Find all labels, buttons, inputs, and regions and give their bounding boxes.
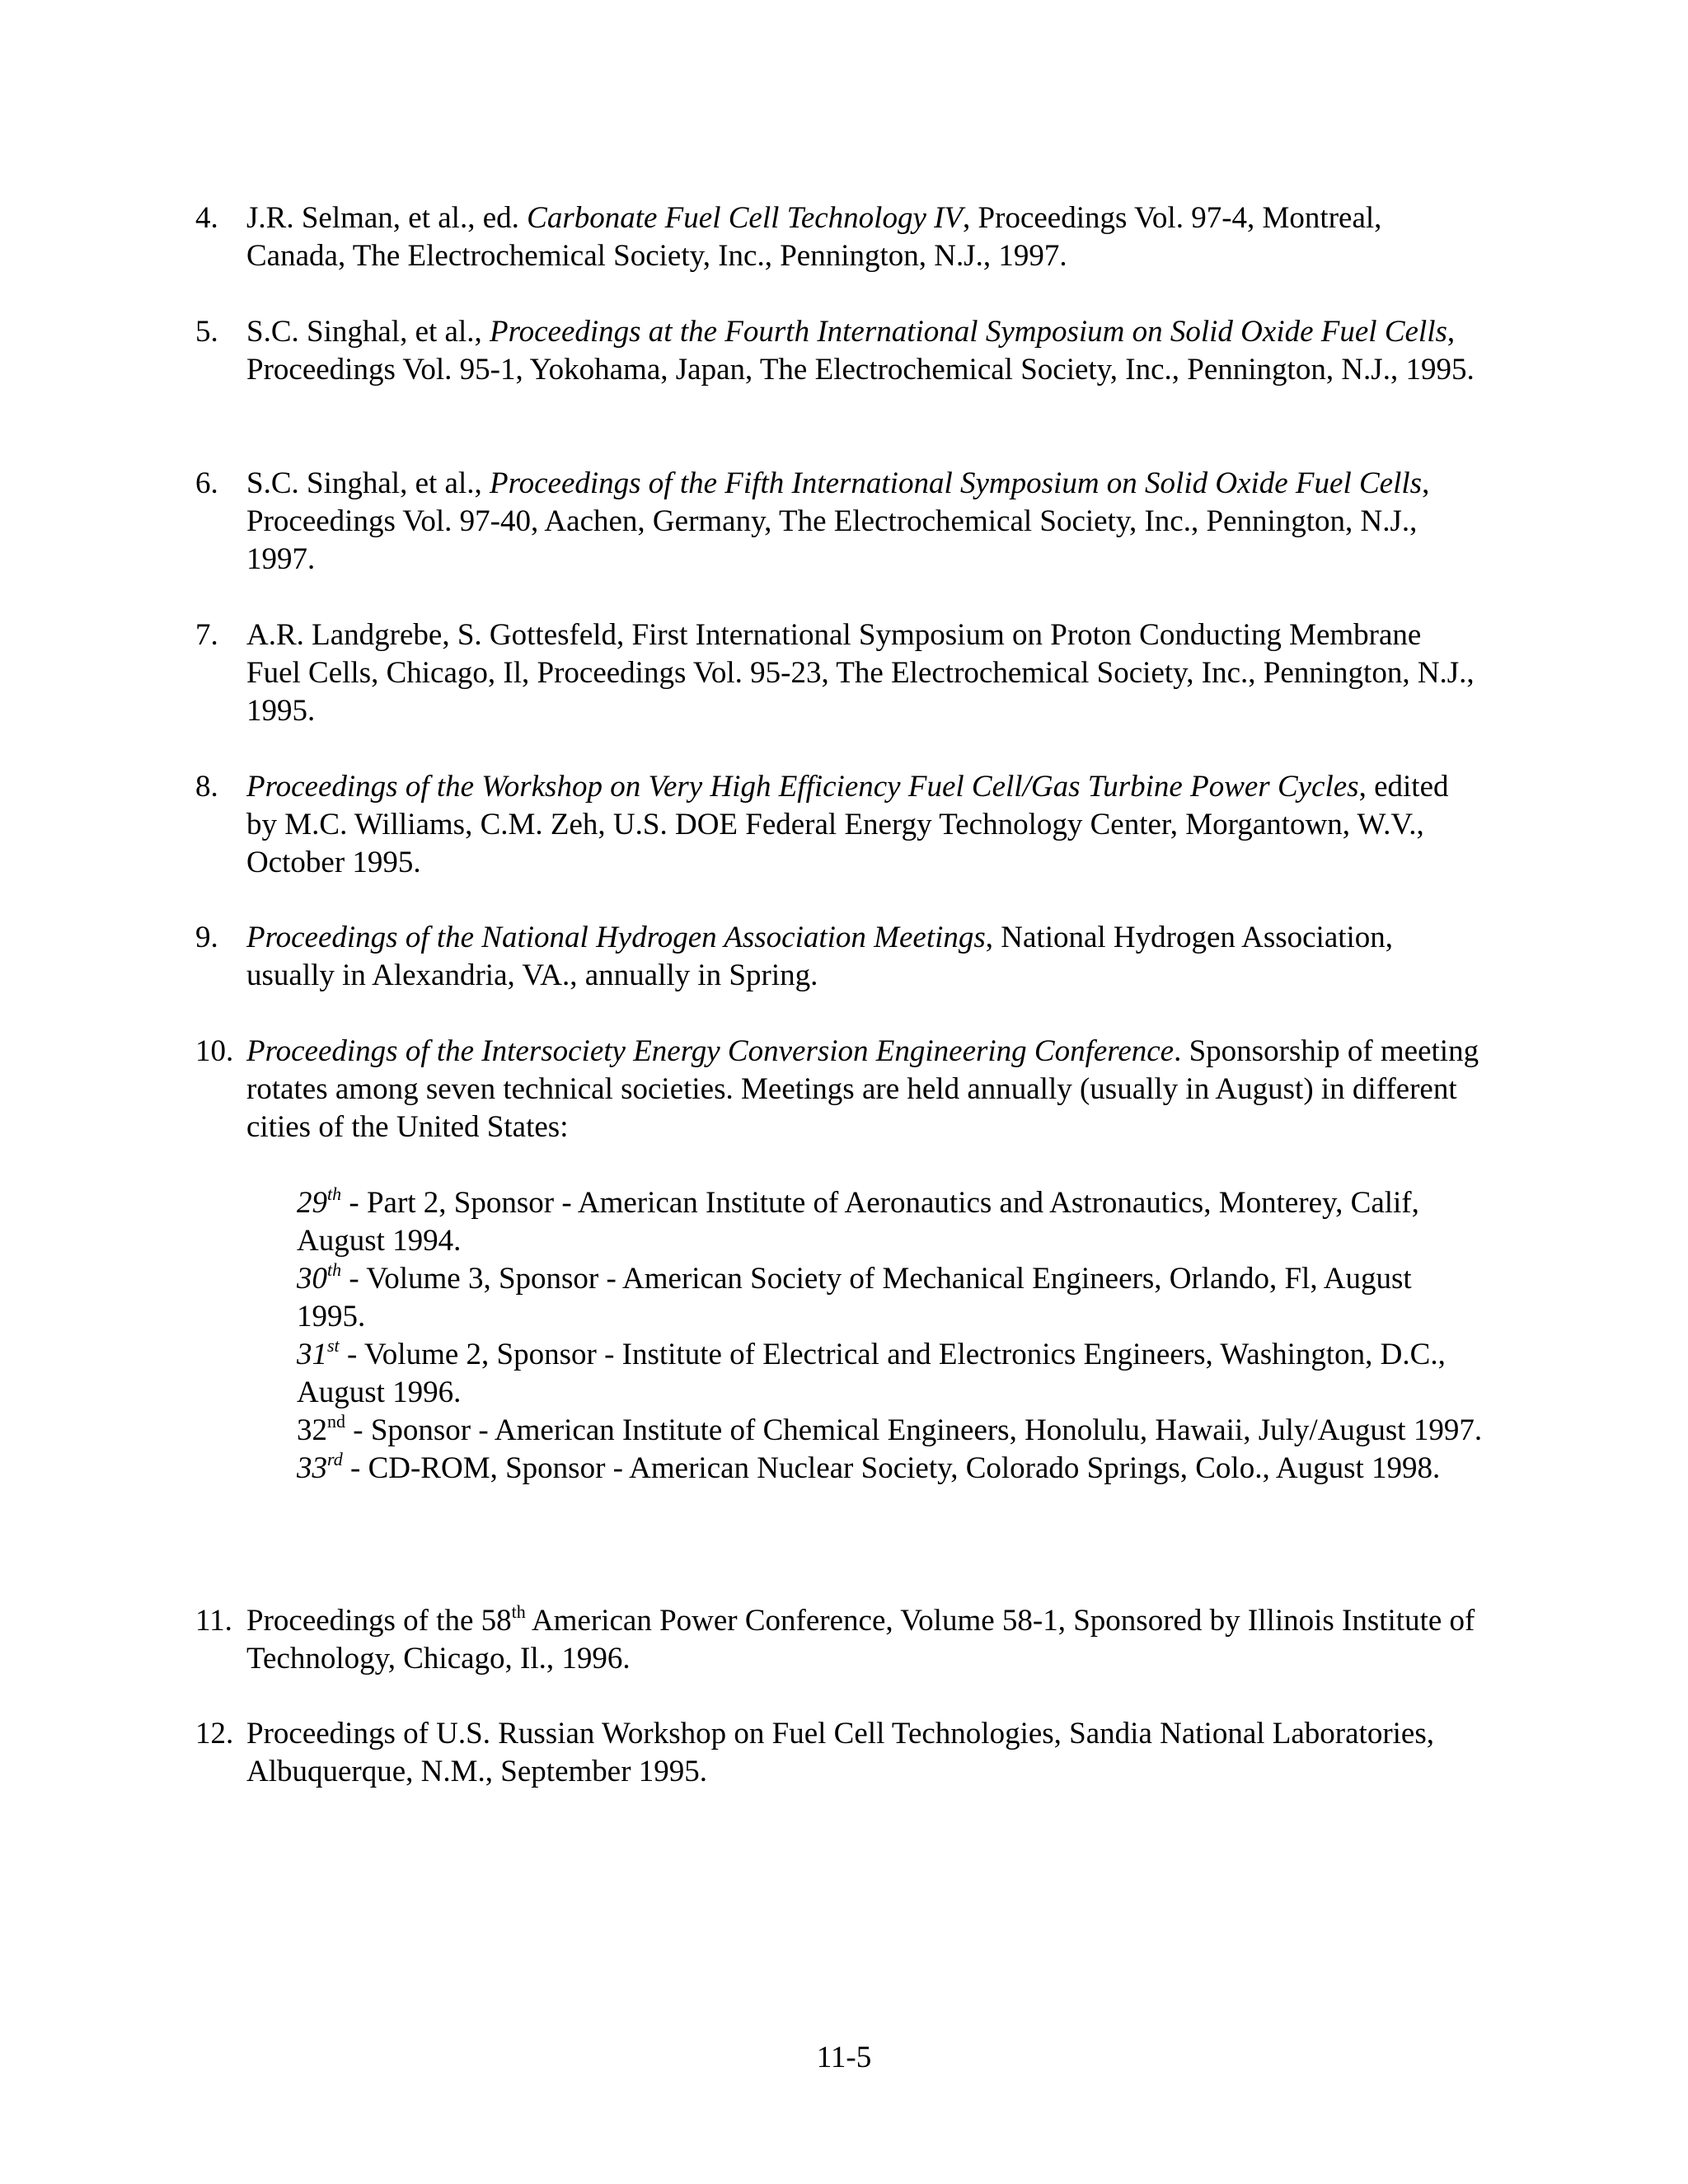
reference-text-run: , Proceedings Vol. 97-40, Aachen, Germany, The Electrochemical Society, Inc., Pennington, N.J., 1997. [246,466,1430,576]
reference-text-run: , edited by M.C. Williams, C.M. Zeh, U.S. DOE Federal Energy Technology Center, Morgantown, W.V., October 1995. [246,770,1449,879]
reference-text [246,768,1481,882]
reference-item [195,199,1481,275]
reference-item [195,616,1481,730]
reference-text [246,919,1481,995]
reference-title: Carbonate Fuel Cell Technology IV [527,201,964,235]
reference-item [195,313,1481,389]
reference-item [195,1033,1481,1146]
reference-title: Proceedings of the Workshop on Very High Efficiency Fuel Cell/Gas Turbine Power Cycles [246,770,1359,804]
reference-text [246,465,1481,579]
reference-title: Proceedings of the National Hydrogen Association Meetings [246,921,986,954]
reference-number: 5. [195,315,218,349]
meeting-ordinal [297,1183,342,1220]
reference-text-run: Proceedings of U.S. Russian Workshop on Fuel Cell Technologies, Sandia National Laboratories, Albuquerque, N.M., September 1995. [246,1717,1434,1788]
reference-item [195,465,1481,579]
reference-text [246,199,1481,275]
meeting-ordinal [297,1410,345,1447]
ordinal-suffix: nd [327,1410,345,1432]
reference-text-run: Proceedings of the 58 [246,1604,512,1638]
iecec-meeting-entry [297,1336,1484,1412]
meeting-ordinal [297,1334,340,1371]
reference-number: 4. [195,201,218,235]
reference-text-run: A.R. Landgrebe, S. Gottesfeld, First International Symposium on Proton Conducting Membrane Fuel Cells, Chicago, Il, Proceedings Vol. 95-23, The Electrochemical Society, Inc., Pennington, N.J., 1995. [246,618,1475,728]
meeting-number: 32 [297,1413,327,1447]
reference-number: 6. [195,466,218,500]
reference-text-run: , National Hydrogen Association, usually in Alexandria, VA., annually in Spring. [246,921,1394,992]
ordinal-suffix: th [327,1258,342,1280]
reference-number: 7. [195,618,218,652]
meeting-number: 29 [297,1186,327,1220]
page-number: 11-5 [816,2041,872,2074]
reference-text-run: S.C. Singhal, et al., [246,315,490,349]
reference-title: Proceedings of the Fifth International Symposium on Solid Oxide Fuel Cells [489,466,1423,500]
reference-number: 8. [195,770,218,804]
reference-number: 10. [195,1034,234,1068]
reference-text-run: , Proceedings Vol. 95-1, Yokohama, Japan, The Electrochemical Society, Inc., Pennington, N.J., 1995. [246,315,1475,387]
reference-number: 12. [195,1717,234,1750]
ordinal-suffix: rd [327,1448,343,1469]
meeting-number: 33 [297,1451,327,1485]
reference-number: 11. [195,1604,232,1638]
iecec-meeting-entry [297,1260,1484,1336]
reference-text [246,1715,1481,1791]
meeting-description: - Sponsor - American Institute of Chemical Engineers, Honolulu, Hawaii, July/August 1997. [345,1413,1483,1447]
meeting-description: - Volume 2, Sponsor - Institute of Electrical and Electronics Engineers, Washington, D.C., August 1996. [297,1338,1446,1409]
meeting-number: 31 [297,1338,327,1371]
reference-item [195,919,1481,995]
reference-text-run: . Sponsorship of meeting rotates among seven technical societies. Meetings are held annually (usually in August) in different cities of the United States: [246,1034,1479,1144]
meeting-description: - CD-ROM, Sponsor - American Nuclear Society, Colorado Springs, Colo., August 1998. [342,1451,1441,1485]
meeting-ordinal [297,1448,343,1485]
reference-text-run: , Proceedings Vol. 97-4, Montreal, Canada, The Electrochemical Society, Inc., Pennington, N.J., 1997. [246,201,1382,273]
meeting-description: - Part 2, Sponsor - American Institute of Aeronautics and Astronautics, Monterey, Calif, August 1994. [297,1186,1419,1258]
reference-text-run: J.R. Selman, et al., ed. [246,201,528,235]
ordinal-suffix: st [327,1334,340,1356]
meeting-description: - Volume 3, Sponsor - American Society of Mechanical Engineers, Orlando, Fl, August 1995. [297,1262,1412,1333]
iecec-meeting-entry [297,1184,1484,1260]
ordinal-suffix: th [327,1183,342,1204]
iecec-meeting-entry [297,1450,1484,1488]
reference-text-run: S.C. Singhal, et al., [246,466,490,500]
ordinal-suffix: th [511,1601,526,1622]
reference-title: Proceedings of the Intersociety Energy Conversion Engineering Conference [246,1034,1175,1068]
reference-text [246,1602,1481,1678]
reference-text [246,313,1481,389]
meeting-ordinal [297,1258,342,1296]
reference-text [246,616,1481,730]
reference-title: Proceedings at the Fourth International Symposium on Solid Oxide Fuel Cells [489,315,1447,349]
reference-text [246,1033,1481,1146]
reference-item [195,768,1481,882]
reference-item [195,1715,1481,1791]
meeting-number: 30 [297,1262,327,1296]
iecec-meeting-list [297,1184,1484,1488]
iecec-meeting-entry [297,1412,1484,1450]
reference-text-run: American Power Conference, Volume 58-1, Sponsored by Illinois Institute of Technology, Chicago, Il., 1996. [246,1604,1475,1675]
reference-number: 9. [195,921,218,954]
reference-item [195,1602,1481,1678]
